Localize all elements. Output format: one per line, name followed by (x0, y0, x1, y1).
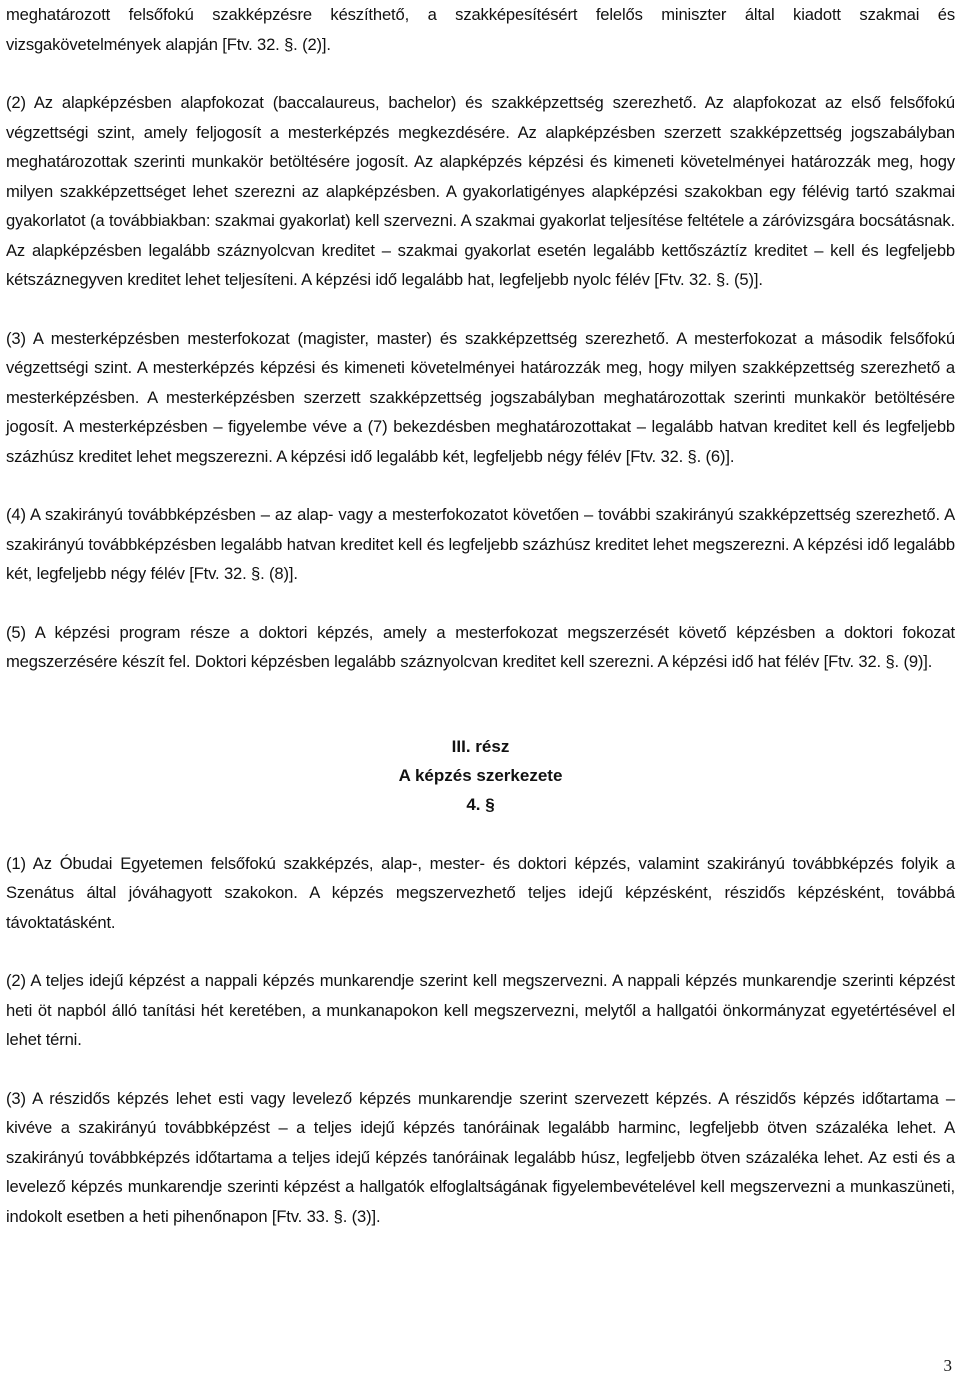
paragraph-s4-2: (2) A teljes idejű képzést a nappali képzés munkarendje szerint kell megszervezni. A nappali képzés munkarendje szerinti képzést heti öt napból álló tanítási hét keretében, a munkanapokon kell megszervezni, melytől a hallgatói önkormányzat egyetértésével el lehet térni. (6, 971, 955, 1049)
paragraph-continuation: meghatározott felsőfokú szakképzésre készíthető, a szakképesítésért felelős miniszter által kiadott szakmai és vizsgakövetelmények alapján [Ftv. 32. §. (2)]. (6, 5, 955, 54)
paragraph-3-master: (3) A mesterképzésben mesterfokozat (magister, master) és szakképzettség szerezhető. A mesterfokozat a második felsőfokú végzettségi szint. A mesterképzés képzési és kimeneti követelményei határozzák meg, hogy milyen szakképzettség szerezhető a mesterképzésben. A mesterképzésben szerzett szakképzettség jogszabályban meghatározottak szerinti munkakör betöltésére jogosít. A mesterképzésben – figyelembe véve a (7) bekezdésben meghatározottakat – legalább hatvan kreditet kell és legfeljebb százhúsz kreditet lehet megszerezni. A képzési idő legalább két, legfeljebb négy félév [Ftv. 32. §. (6)]. (6, 328, 955, 466)
paragraph-s4-3: (3) A részidős képzés lehet esti vagy levelező képzés munkarendje szerint szervezett képzés. A részidős képzés időtartama – kivéve a szakirányú továbbképzést – a teljes idejű képzés tanóráinak legalább harminc, legfeljebb ötven százaléka lehet. A szakirányú továbbképzés időtartama a teljes idejű képzés tanóráinak legalább húsz, legfeljebb ötven százaléka lehet. Az esti és a levelező képzés munkarendje szerinti képzést a hallgatók elfoglaltságának figyelembevételével kell megszervezni a munkaszüneti, indokolt esetben a heti pihenőnapon [Ftv. 33. §. (3)]. (6, 1088, 955, 1226)
part-subtitle: A képzés szerkezete (398, 765, 563, 785)
paragraph-s4-1: (1) Az Óbudai Egyetemen felsőfokú szakképzés, alap-, mester- és doktori képzés, valamint szakirányú továbbképzés folyik a Szenátus által jóváhagyott szakokon. A képzés megszervezhető teljes idejű képzésként, részidős képzésként, továbbá távoktatásként. (6, 853, 955, 932)
part-title: III. rész (451, 736, 510, 756)
paragraph-5-doctoral: (5) A képzési program része a doktori képzés, amely a mesterfokozat megszerzését követő képzésben a doktori fokozat megszerzésére készít fel. Doktori képzésben legalább száznyolcvan kreditet kell szerezni. A képzési idő hat félév [Ftv. 32. §. (9)]. (6, 622, 955, 671)
section-heading (6, 732, 955, 819)
paragraph-2-bachelor: (2) Az alapképzésben alapfokozat (baccalaureus, bachelor) és szakképzettség szerezhető. Az alapfokozat az első felsőfokú végzettségi szint, amely feljogosít a mesterképzés megkezdésére. Az alapképzésben szerzett szakképzettség jogszabályban meghatározottak szerinti munkakör betöltésére jogosít. Az alapképzés képzési és kimeneti követelményei határozzák meg, hogy milyen szakképzettséget lehet szerezni az alapképzésben. A gyakorlatigényes alapképzési szakokban egy félévig tartó szakmai gyakorlatot (a továbbiakban: szakmai gyakorlat) kell szervezni. A szakmai gyakorlat teljesítése feltétele a záróvizsgára bocsátásnak. Az alapképzésben legalább száznyolcvan kreditet – szakmai gyakorlat esetén legalább kettőszáztíz kreditet – kell és legfeljebb kétszáznegyven kreditet lehet teljesíteni. A képzési idő legalább hat, legfeljebb nyolc félév [Ftv. 32. §. (5)]. (6, 93, 955, 289)
paragraph-4-specialized: (4) A szakirányú továbbképzésben – az alap- vagy a mesterfokozatot követően – további szakirányú szakképzettség szerezhető. A szakirányú továbbképzésben legalább hatvan kreditet kell és legfeljebb százhúsz kreditet lehet megszerezni. A képzési idő legalább két, legfeljebb négy félév [Ftv. 32. §. (8)]. (6, 505, 955, 583)
section-number: 4. § (466, 794, 495, 814)
page-number: 3 (943, 1356, 952, 1375)
